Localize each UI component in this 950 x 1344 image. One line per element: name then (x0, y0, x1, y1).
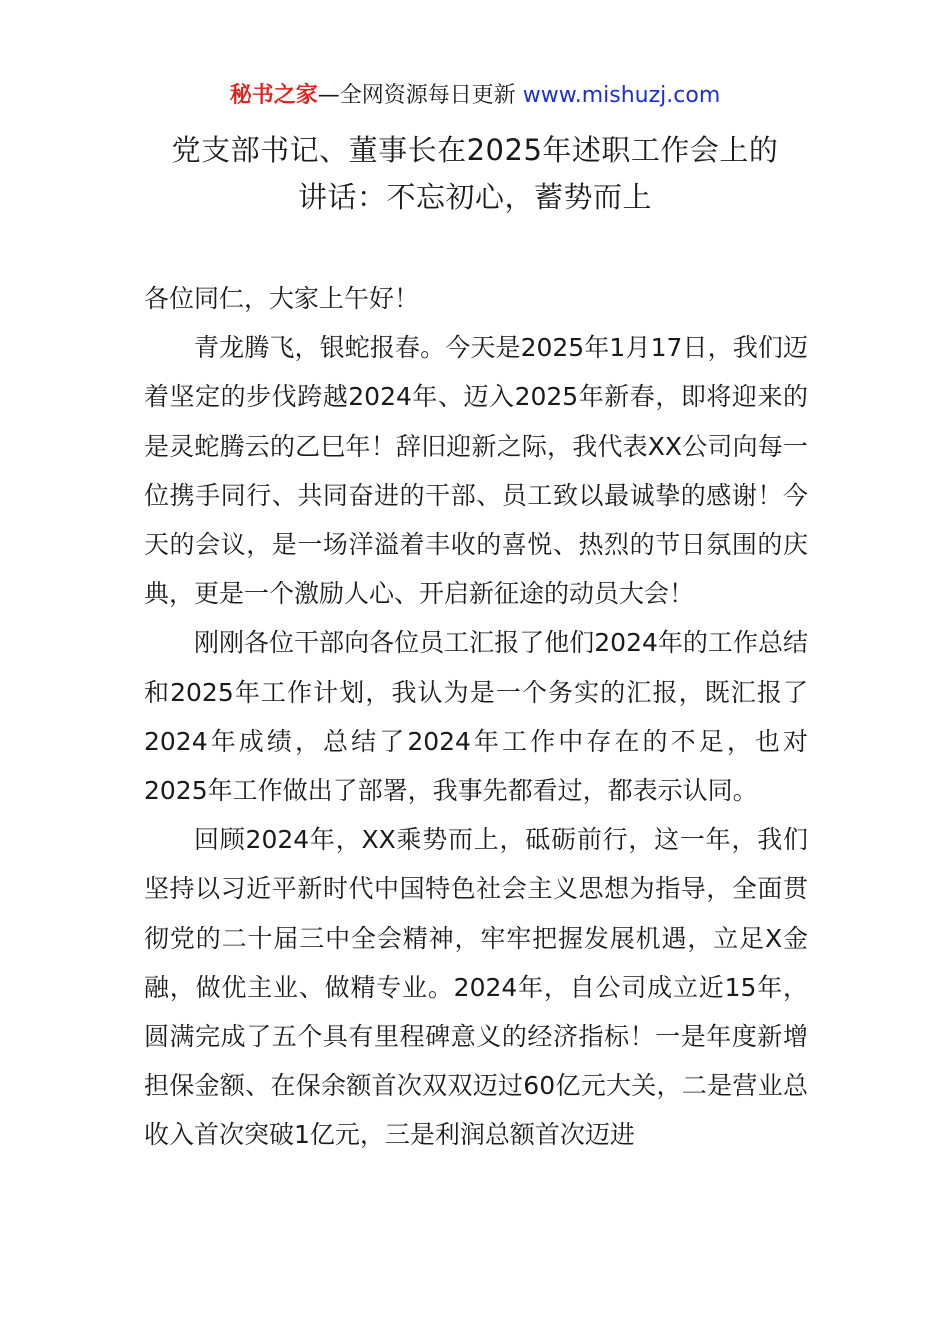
brand-name: 秘书之家 (229, 83, 318, 108)
title-line-2: 讲话：不忘初心，蓄势而上 (297, 180, 652, 214)
paragraph-2: 刚刚各位干部向各位员工汇报了他们2024年的工作总结和2025年工作计划，我认为是一个务实的汇报，既汇报了2024年成绩，总结了2024年工作中存在的不足，也对2025年工作做出了部署，我事先都看过，都表示认同。 (144, 628, 808, 806)
document-title (100, 127, 850, 221)
site-url-link[interactable]: www.mishuzj.com (522, 83, 721, 108)
paragraph-3: 回顾2024年，XX乘势而上，砥砺前行，这一年，我们坚持以习近平新时代中国特色社会主义思想为指导，全面贯彻党的二十届三中全会精神，牢牢把握发展机遇，立足X金融，做优主业、做精专业。2024年，自公司成立近15年，圆满完成了五个具有里程碑意义的经济指标！一是年度新增担保金额、在保余额首次双双迈过60亿元大关，二是营业总收入首次突破1亿元，三是利润总额首次迈进 (144, 825, 808, 1150)
greeting: 各位同仁，大家上午好！ (144, 284, 420, 313)
document-body (144, 274, 808, 1160)
banner-tagline: —全网资源每日更新 (317, 83, 523, 108)
site-banner (0, 80, 950, 112)
paragraph-1: 青龙腾飞，银蛇报春。今天是2025年1月17日，我们迈着坚定的步伐跨越2024年、迈入2025年新春，即将迎来的是灵蛇腾云的乙巳年！辞旧迎新之际，我代表XX公司向每一位携手同行、共同奋进的干部、员工致以最诚挚的感谢！今天的会议，是一场洋溢着丰收的喜悦、热烈的节日氛围的庆典，更是一个激励人心、开启新征途的动员大会！ (144, 333, 808, 609)
title-line-1: 党支部书记、董事长在2025年述职工作会上的 (171, 133, 779, 167)
